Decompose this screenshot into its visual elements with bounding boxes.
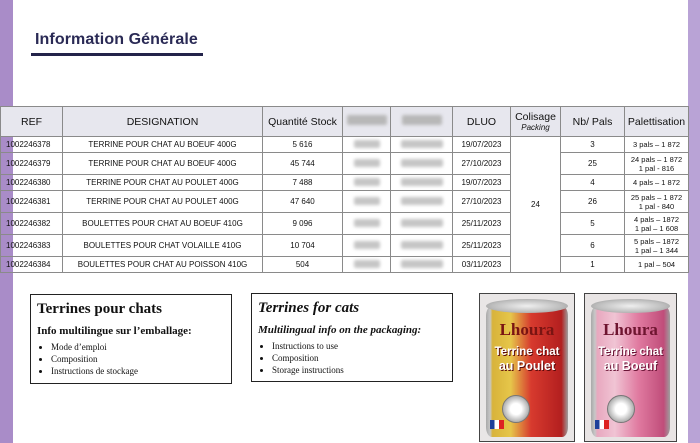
redacted-value (354, 140, 380, 148)
list-item: • Instructions de stockage (51, 365, 231, 377)
table-row (1, 191, 689, 213)
list-item: • Mode d’emploi (51, 341, 231, 353)
cell-palettisation (625, 213, 689, 235)
cell-designation: BOULETTES POUR CHAT VOLAILLE 410G (63, 235, 263, 257)
cell-palettisation (625, 191, 689, 213)
cell-redacted (391, 153, 453, 175)
cell-nb-pals: 5 (561, 213, 625, 235)
redacted-value (354, 241, 380, 249)
header-dluo: DLUO (453, 107, 511, 137)
redacted-value (354, 197, 380, 205)
header-colisage-sub: Packing (521, 123, 550, 132)
cell-quantity: 45 744 (263, 153, 343, 175)
cell-redacted (343, 191, 391, 213)
cell-dluo: 27/10/2023 (453, 153, 511, 175)
cell-designation: TERRINE POUR CHAT AU POULET 400G (63, 175, 263, 191)
cell-designation: BOULETTES POUR CHAT AU POISSON 410G (63, 257, 263, 273)
table-row (1, 213, 689, 235)
header-colisage-label: Colisage (515, 111, 556, 123)
redacted-value (401, 260, 443, 268)
table-row (1, 257, 689, 273)
page-title: Information Générale (35, 31, 198, 48)
stock-table (0, 106, 689, 273)
header-colisage (511, 107, 561, 137)
cell-redacted (343, 213, 391, 235)
info-box-list (51, 341, 231, 377)
product-name-line1: Terrine chat (494, 346, 560, 358)
cell-nb-pals: 1 (561, 257, 625, 273)
list-item: • Composition (272, 352, 452, 364)
table-row (1, 137, 689, 153)
header-price-redacted (343, 107, 391, 137)
french-flag-icon (595, 420, 609, 429)
header-quantity: Quantité Stock (263, 107, 343, 137)
cell-ref: 1002246384 (1, 257, 63, 273)
product-photo-beef (584, 293, 677, 442)
cell-ref: 1002246379 (1, 153, 63, 175)
cell-quantity: 47 640 (263, 191, 343, 213)
can-lid (591, 299, 670, 313)
info-box-english (251, 293, 453, 382)
redacted-value (401, 241, 443, 249)
cell-dluo: 25/11/2023 (453, 235, 511, 257)
quality-seal-icon (607, 395, 635, 423)
cell-quantity: 7 488 (263, 175, 343, 191)
cell-dluo: 03/11/2023 (453, 257, 511, 273)
cell-colisage: 24 (511, 137, 561, 273)
cell-designation: BOULETTES POUR CHAT AU BOEUF 410G (63, 213, 263, 235)
redacted-value (354, 219, 380, 227)
table-row (1, 153, 689, 175)
palettisation-line: 1 pal - 840 (638, 201, 675, 211)
table-header-row (1, 107, 689, 137)
list-item: • Storage instructions (272, 364, 452, 376)
cell-ref: 1002246378 (1, 137, 63, 153)
redacted-value (401, 159, 443, 167)
product-name-line2: au Poulet (498, 359, 556, 373)
cell-dluo: 25/11/2023 (453, 213, 511, 235)
stock-table-wrapper (0, 106, 688, 273)
info-box-french (30, 294, 232, 384)
header-ref: REF (1, 107, 63, 137)
redacted-value (354, 260, 380, 268)
product-photo-chicken (479, 293, 575, 442)
table-row (1, 175, 689, 191)
redacted-value (354, 159, 380, 167)
palettisation-line: 4 pals – 1872 (633, 214, 680, 224)
cell-redacted (391, 257, 453, 273)
french-flag-icon (490, 420, 504, 429)
quality-seal-icon (502, 395, 530, 423)
info-box-subtitle: Info multilingue sur l’emballage: (37, 325, 192, 337)
palettisation-line: 3 pals – 1 872 (632, 140, 681, 149)
cell-redacted (343, 153, 391, 175)
info-box-title: Terrines for cats (258, 300, 360, 316)
cell-redacted (391, 213, 453, 235)
cell-palettisation (625, 137, 689, 153)
list-item: • Composition (51, 353, 231, 365)
cell-designation: TERRINE POUR CHAT AU BOEUF 400G (63, 153, 263, 175)
cell-nb-pals: 26 (561, 191, 625, 213)
palettisation-line: 25 pals – 1 872 (630, 192, 683, 202)
cell-palettisation (625, 235, 689, 257)
cell-nb-pals: 3 (561, 137, 625, 153)
cell-redacted (391, 137, 453, 153)
cell-ref: 1002246383 (1, 235, 63, 257)
right-accent-band (688, 0, 700, 443)
title-underline (31, 53, 203, 56)
cell-nb-pals: 4 (561, 175, 625, 191)
palettisation-line: 1 pal – 1 608 (634, 223, 679, 233)
palettisation-line: 24 pals – 1 872 (630, 154, 683, 164)
product-name-line2: au Boeuf (603, 359, 658, 373)
table-row (1, 235, 689, 257)
cell-palettisation (625, 257, 689, 273)
cell-redacted (343, 257, 391, 273)
list-item: • Instructions to use (272, 340, 452, 352)
product-brand: Lhoura (603, 320, 658, 339)
header-designation: DESIGNATION (63, 107, 263, 137)
palettisation-line: 4 pals – 1 872 (632, 178, 681, 187)
palettisation-line: 1 pal – 504 (637, 260, 676, 269)
cell-redacted (391, 191, 453, 213)
cell-nb-pals: 25 (561, 153, 625, 175)
cell-quantity: 9 096 (263, 213, 343, 235)
cell-designation: TERRINE POUR CHAT AU POULET 400G (63, 191, 263, 213)
cell-redacted (343, 235, 391, 257)
product-name-line1: Terrine chat (598, 346, 663, 358)
cell-quantity: 504 (263, 257, 343, 273)
palettisation-line: 1 pal – 1 344 (634, 245, 679, 255)
info-box-title: Terrines pour chats (37, 301, 163, 317)
cell-designation: TERRINE POUR CHAT AU BOEUF 400G (63, 137, 263, 153)
cell-redacted (343, 175, 391, 191)
redacted-value (354, 178, 380, 186)
cell-ref: 1002246381 (1, 191, 63, 213)
redacted-value (401, 197, 443, 205)
cell-palettisation (625, 153, 689, 175)
palettisation-line: 1 pal - 816 (638, 163, 675, 173)
cell-palettisation (625, 175, 689, 191)
redacted-header (402, 115, 442, 125)
cell-quantity: 10 704 (263, 235, 343, 257)
cell-dluo: 19/07/2023 (453, 175, 511, 191)
header-price2-redacted (391, 107, 453, 137)
info-box-subtitle: Multilingual info on the packaging: (258, 324, 422, 336)
info-box-list (272, 340, 452, 376)
header-nb-pals: Nb/ Pals (561, 107, 625, 137)
redacted-header (347, 115, 387, 125)
cell-dluo: 19/07/2023 (453, 137, 511, 153)
cell-redacted (391, 235, 453, 257)
cell-dluo: 27/10/2023 (453, 191, 511, 213)
cell-nb-pals: 6 (561, 235, 625, 257)
can-lid (486, 299, 568, 313)
cell-redacted (391, 175, 453, 191)
product-brand: Lhoura (499, 320, 555, 339)
redacted-value (401, 178, 443, 186)
cell-ref: 1002246380 (1, 175, 63, 191)
palettisation-line: 5 pals – 1872 (633, 236, 680, 246)
cell-quantity: 5 616 (263, 137, 343, 153)
cell-redacted (343, 137, 391, 153)
redacted-value (401, 140, 443, 148)
cell-ref: 1002246382 (1, 213, 63, 235)
header-palettisation: Palettisation (625, 107, 689, 137)
redacted-value (401, 219, 443, 227)
